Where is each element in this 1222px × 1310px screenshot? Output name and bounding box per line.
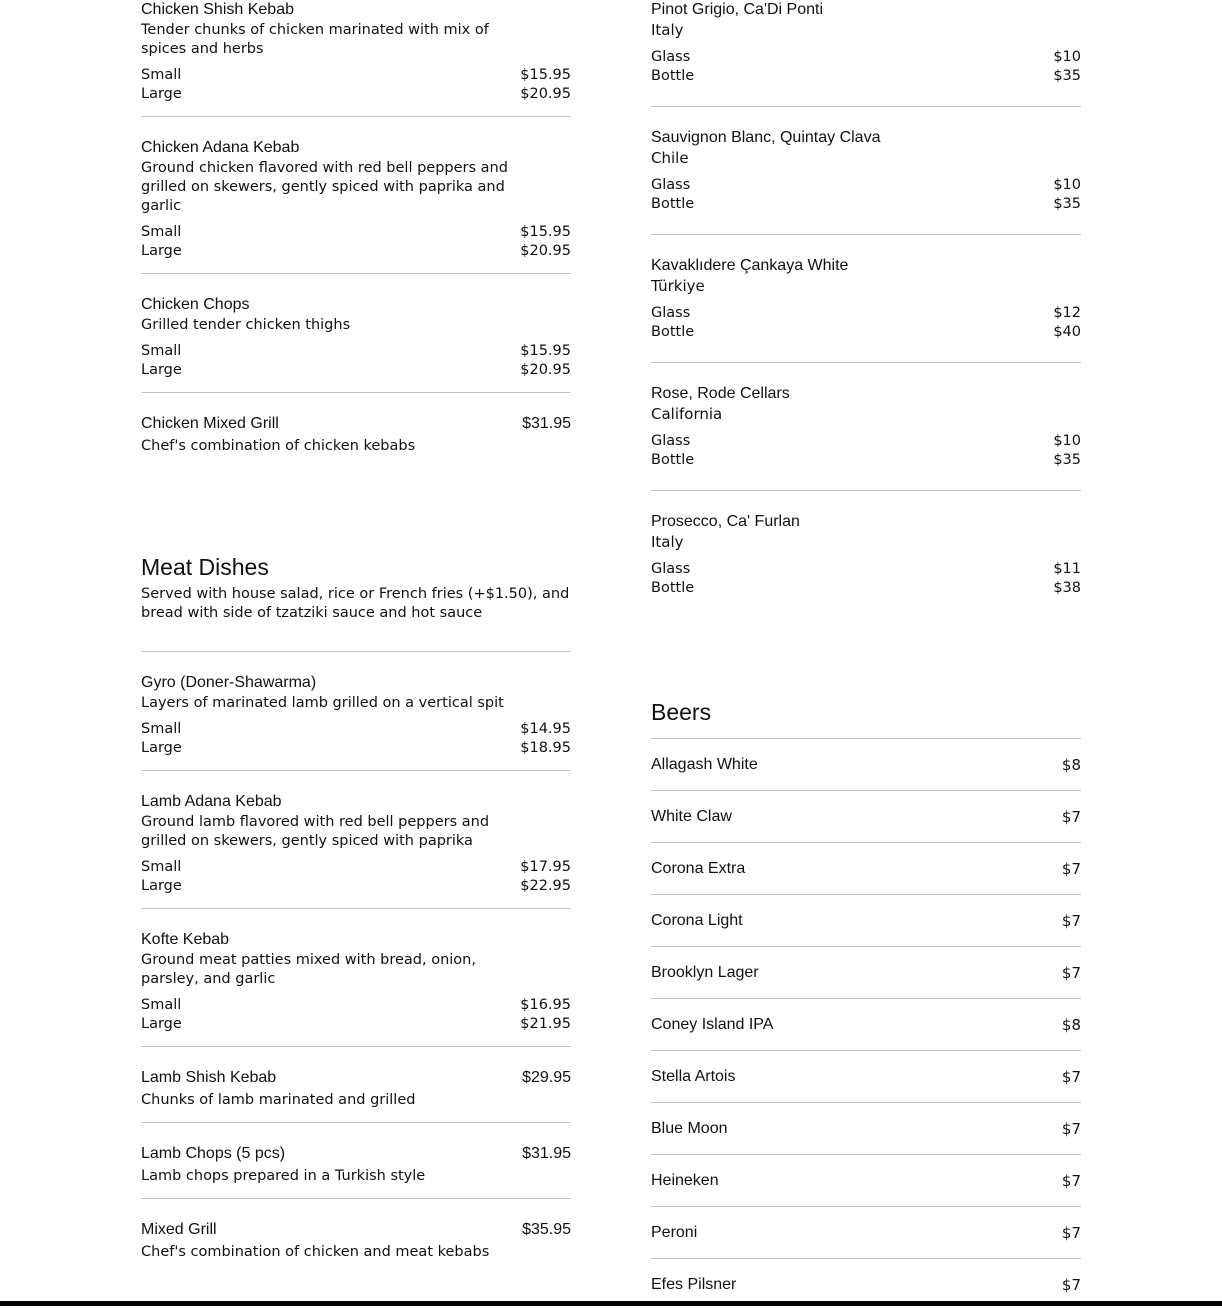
- beer-price: $7: [1061, 807, 1081, 826]
- serving-price: $40: [1053, 324, 1081, 340]
- beer-item: [651, 1103, 1081, 1155]
- wine-origin: California: [651, 405, 723, 423]
- beer-name: Allagash White: [651, 755, 758, 773]
- size-label: Large: [141, 86, 182, 102]
- size-row-large: [141, 739, 571, 758]
- beer-price: $7: [1061, 963, 1081, 982]
- beer-name: Brooklyn Lager: [651, 963, 759, 981]
- menu-item: [141, 1068, 571, 1123]
- size-label: Small: [141, 67, 182, 83]
- beer-list: [651, 739, 1081, 1310]
- serving-label: Glass: [651, 177, 691, 193]
- item-description: Layers of marinated lamb grilled on a vertical spit: [141, 695, 504, 711]
- size-row-large: [141, 1015, 571, 1034]
- drinks-column: [651, 0, 1081, 1310]
- wine-name: Prosecco, Ca' Furlan: [651, 513, 800, 530]
- beer-name: Corona Extra: [651, 859, 746, 877]
- beer-price: $7: [1061, 911, 1081, 930]
- size-row-small: [141, 66, 571, 85]
- item-description: Chef's combination of chicken and meat kebabs: [141, 1244, 490, 1260]
- beer-price: $8: [1061, 755, 1081, 774]
- serving-row-glass: [651, 48, 1081, 67]
- size-price: $17.95: [520, 859, 571, 875]
- beer-price: $7: [1061, 1223, 1081, 1242]
- beer-name: Blue Moon: [651, 1119, 728, 1137]
- beer-name: Coney Island IPA: [651, 1015, 774, 1033]
- size-row-small: [141, 996, 571, 1015]
- size-label: Large: [141, 243, 182, 259]
- size-price: $20.95: [520, 243, 571, 259]
- size-price: $15.95: [520, 343, 571, 359]
- serving-label: Glass: [651, 561, 691, 577]
- size-label: Small: [141, 997, 182, 1013]
- beer-name: White Claw: [651, 807, 732, 825]
- serving-label: Glass: [651, 433, 691, 449]
- menu-item: [141, 930, 571, 1047]
- wine-name: Rose, Rode Cellars: [651, 385, 790, 402]
- wine-name-row: [651, 384, 1081, 403]
- serving-label: Bottle: [651, 580, 695, 596]
- section-spacer: [651, 639, 1081, 699]
- menu-item: [141, 0, 571, 117]
- serving-label: Glass: [651, 49, 691, 65]
- beer-item: [651, 999, 1081, 1051]
- serving-label: Bottle: [651, 452, 695, 468]
- item-name-row: [141, 295, 571, 314]
- serving-label: Bottle: [651, 324, 695, 340]
- serving-price: $38: [1053, 580, 1081, 596]
- wine-origin: Italy: [651, 21, 684, 39]
- item-name: Lamb Adana Kebab: [141, 793, 282, 810]
- item-description: Ground chicken flavored with red bell peppers and grilled on skewers, gently spiced with paprika and garlic: [141, 160, 508, 214]
- serving-row-glass: [651, 304, 1081, 323]
- wine-item: [651, 256, 1081, 363]
- serving-label: Glass: [651, 305, 691, 321]
- chicken-list: [141, 0, 571, 468]
- size-options: [141, 720, 571, 758]
- size-label: Small: [141, 859, 182, 875]
- item-price: $29.95: [522, 1069, 571, 1086]
- size-options: [141, 858, 571, 896]
- serving-price: $35: [1053, 68, 1081, 84]
- item-price: $31.95: [522, 415, 571, 432]
- item-description: Ground meat patties mixed with bread, onion, parsley, and garlic: [141, 952, 476, 987]
- serving-row-bottle: [651, 579, 1081, 598]
- serving-row-glass: [651, 432, 1081, 451]
- serving-row-glass: [651, 176, 1081, 195]
- size-price: $14.95: [520, 721, 571, 737]
- menu-item: [141, 1220, 571, 1274]
- size-price: $15.95: [520, 67, 571, 83]
- serving-row-bottle: [651, 67, 1081, 86]
- size-row-small: [141, 342, 571, 361]
- item-name: Chicken Chops: [141, 296, 250, 313]
- size-row-large: [141, 361, 571, 380]
- wine-item: [651, 128, 1081, 235]
- item-name: Gyro (Doner-Shawarma): [141, 674, 317, 691]
- section-title-beers: Beers: [651, 699, 1081, 739]
- wine-item: [651, 512, 1081, 618]
- wine-origin: Chile: [651, 149, 689, 167]
- size-price: $20.95: [520, 86, 571, 102]
- item-name: Chicken Adana Kebab: [141, 139, 300, 156]
- serving-row-bottle: [651, 451, 1081, 470]
- size-price: $15.95: [520, 224, 571, 240]
- item-name: Chicken Shish Kebab: [141, 1, 294, 18]
- item-description: Lamb chops prepared in a Turkish style: [141, 1168, 426, 1184]
- beer-item: [651, 1207, 1081, 1259]
- beer-item: [651, 1155, 1081, 1207]
- serving-row-bottle: [651, 195, 1081, 214]
- menu-item: [141, 138, 571, 274]
- wine-name: Sauvignon Blanc, Quintay Clava: [651, 129, 881, 146]
- beer-name: Heineken: [651, 1171, 719, 1189]
- serving-row-glass: [651, 560, 1081, 579]
- serving-row-bottle: [651, 323, 1081, 342]
- item-description: Ground lamb flavored with red bell peppers and grilled on skewers, gently spiced with paprika: [141, 814, 490, 849]
- item-description: Grilled tender chicken thighs: [141, 317, 351, 333]
- beer-item: [651, 1051, 1081, 1103]
- size-label: Large: [141, 1016, 182, 1032]
- menu-item: [141, 295, 571, 393]
- menu-item: [141, 1144, 571, 1199]
- serving-label: Bottle: [651, 68, 695, 84]
- size-label: Large: [141, 362, 182, 378]
- wine-origin: Türkiye: [651, 277, 705, 295]
- size-label: Small: [141, 343, 182, 359]
- item-name-row: [141, 1144, 571, 1163]
- serving-label: Bottle: [651, 196, 695, 212]
- serving-options: [651, 48, 1081, 86]
- bottom-bar: [0, 1301, 1222, 1306]
- beer-price: $7: [1061, 1275, 1081, 1294]
- size-options: [141, 223, 571, 261]
- item-name: Chicken Mixed Grill: [141, 415, 279, 432]
- menu-item: [141, 792, 571, 909]
- menu-item: [141, 414, 571, 468]
- serving-price: $10: [1053, 49, 1081, 65]
- item-name: Lamb Shish Kebab: [141, 1069, 277, 1086]
- size-row-large: [141, 877, 571, 896]
- wine-list: [651, 0, 1081, 618]
- beer-item: [651, 895, 1081, 947]
- item-name-row: [141, 138, 571, 157]
- wine-name: Kavaklıdere Çankaya White: [651, 257, 849, 274]
- wine-name-row: [651, 128, 1081, 147]
- item-name-row: [141, 930, 571, 949]
- beer-price: $8: [1061, 1015, 1081, 1034]
- item-name: Mixed Grill: [141, 1221, 217, 1238]
- item-description: Chef's combination of chicken kebabs: [141, 438, 416, 454]
- item-price: $35.95: [522, 1221, 571, 1238]
- beer-price: $7: [1061, 1171, 1081, 1190]
- menu-item: [141, 673, 571, 771]
- size-price: $20.95: [520, 362, 571, 378]
- meat-list: [141, 673, 571, 1274]
- size-row-small: [141, 223, 571, 242]
- wine-name-row: [651, 256, 1081, 275]
- item-name-row: [141, 792, 571, 811]
- size-options: [141, 66, 571, 104]
- wine-item: [651, 0, 1081, 107]
- size-price: $16.95: [520, 997, 571, 1013]
- item-name: Lamb Chops (5 pcs): [141, 1145, 286, 1162]
- beer-name: Stella Artois: [651, 1067, 736, 1085]
- beer-item: [651, 947, 1081, 999]
- item-name-row: [141, 673, 571, 692]
- beer-price: $7: [1061, 859, 1081, 878]
- item-name-row: [141, 414, 571, 433]
- beer-name: Corona Light: [651, 911, 743, 929]
- size-row-small: [141, 720, 571, 739]
- beer-price: $7: [1061, 1067, 1081, 1086]
- beer-name: Peroni: [651, 1223, 698, 1241]
- section-title-meat: Meat Dishes: [141, 554, 269, 580]
- item-price: $31.95: [522, 1145, 571, 1162]
- section-spacer: [141, 489, 571, 554]
- beer-name: Efes Pilsner: [651, 1275, 737, 1293]
- wine-name-row: [651, 0, 1081, 19]
- wine-origin: Italy: [651, 533, 684, 551]
- serving-options: [651, 176, 1081, 214]
- size-label: Large: [141, 740, 182, 756]
- size-label: Small: [141, 224, 182, 240]
- size-label: Large: [141, 878, 182, 894]
- serving-options: [651, 560, 1081, 598]
- size-options: [141, 342, 571, 380]
- item-description: Tender chunks of chicken marinated with mix of spices and herbs: [141, 22, 489, 57]
- size-row-small: [141, 858, 571, 877]
- serving-options: [651, 432, 1081, 470]
- wine-name: Pinot Grigio, Ca'Di Ponti: [651, 1, 824, 18]
- serving-price: $12: [1053, 305, 1081, 321]
- size-price: $21.95: [520, 1016, 571, 1032]
- item-name-row: [141, 1068, 571, 1087]
- size-price: $22.95: [520, 878, 571, 894]
- serving-price: $10: [1053, 433, 1081, 449]
- item-name: Kofte Kebab: [141, 931, 230, 948]
- food-column: [141, 0, 571, 1295]
- serving-price: $11: [1053, 561, 1081, 577]
- serving-price: $35: [1053, 452, 1081, 468]
- beer-price: $7: [1061, 1119, 1081, 1138]
- size-label: Small: [141, 721, 182, 737]
- item-name-row: [141, 0, 571, 19]
- serving-price: $35: [1053, 196, 1081, 212]
- beer-item: [651, 843, 1081, 895]
- size-row-large: [141, 242, 571, 261]
- size-options: [141, 996, 571, 1034]
- section-description-meat: Served with house salad, rice or French fries (+$1.50), and bread with side of tzatziki sauce and hot sauce: [141, 585, 571, 652]
- item-description: Chunks of lamb marinated and grilled: [141, 1092, 416, 1108]
- item-name-row: [141, 1220, 571, 1239]
- serving-price: $10: [1053, 177, 1081, 193]
- wine-item: [651, 384, 1081, 491]
- serving-options: [651, 304, 1081, 342]
- beer-item: [651, 739, 1081, 791]
- wine-name-row: [651, 512, 1081, 531]
- size-row-large: [141, 85, 571, 104]
- size-price: $18.95: [520, 740, 571, 756]
- beer-item: [651, 791, 1081, 843]
